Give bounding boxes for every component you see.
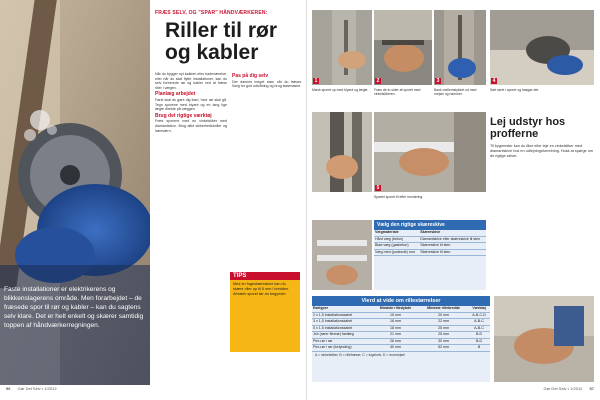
- page-gutter: [306, 0, 307, 400]
- table-cell: 30 mm: [419, 338, 468, 345]
- table-cell: 5 x 1,5 installationskabel: [312, 325, 372, 332]
- table-cell: 2 x 1,5 installationskabel: [312, 312, 372, 319]
- groove-table-header: Mindste rillebredde: [419, 306, 468, 312]
- bottom-photo: [312, 220, 372, 290]
- caption-4: Sæt røret i sporet og fastgør det.: [490, 88, 540, 92]
- headline-line-2: og kabler: [165, 41, 259, 64]
- groove-table-header: Værktøj: [468, 306, 490, 312]
- table-cell: Jxb (rører flexrør) fastlæg: [312, 332, 372, 339]
- tips-text: Med en fugeskæreskive kan du skære riller op til 5 mm i bredden. Afmærk sporet før du begynder.: [233, 282, 290, 296]
- caption-5: Spartel sporet til efter montering.: [374, 195, 424, 199]
- sidebar-title: [490, 116, 594, 140]
- footer-right-text: Gør Det Selv • 1/2012: [543, 386, 583, 391]
- table-cell: Pex-rør i rør: [312, 338, 372, 345]
- table-row: [374, 249, 486, 256]
- step-photo-3: [434, 10, 486, 85]
- table-row: [374, 236, 486, 243]
- rental-sidebar: [490, 116, 594, 286]
- table-cell: 3 x 1,5 installationskabel: [312, 319, 372, 326]
- table-cell: 22 mm: [419, 319, 468, 326]
- caption-2: Fræs de to sider af sporet med vinkelsliberen.: [374, 88, 421, 97]
- table-cell: Pex-rør i rør (fortynding): [312, 345, 372, 352]
- caption-1: Mærk sporet op med blyant og lægte.: [312, 88, 369, 92]
- groove-table-grid: [312, 306, 490, 352]
- headline: [165, 20, 295, 64]
- table-cell: 20 mm: [419, 312, 468, 319]
- text-column-1: [155, 72, 227, 372]
- footer-right: [312, 386, 594, 391]
- step-photo-5: [312, 112, 372, 192]
- tips-title: TIPS: [230, 272, 300, 280]
- sidebar-text: Til bygmester kan du låne eller leje en vinkelsliber med diamantskive hos en udlejningsforretning. Husk at spørge om de rigtige skiver.: [490, 144, 593, 158]
- subheading-safety: Pas på dig selv: [232, 73, 269, 79]
- blade-table: [374, 220, 486, 290]
- table-cell: Diamantskive eller skæreskive til sten: [419, 236, 486, 243]
- table-cell: 16 mm: [372, 319, 419, 326]
- step-photo-4: [490, 10, 594, 85]
- safety-paragraph: Der dannes meget støv, når du fræser. Sørg for god udluftning og brug støvmaske.: [232, 79, 302, 89]
- groove-table-legend: A = vinkelsliber, B = rillefræser, C = fugekniv, D = murmejsel: [315, 352, 405, 357]
- tools-paragraph: Fræs sporene med en vinkelsliber med diamantskive. Brug altid sikkerhedsbriller og høreværn.: [155, 119, 227, 133]
- closing-photo: [494, 296, 594, 382]
- caption-3: Bank mellemstykket ud med mejsel og hammer.: [434, 88, 477, 97]
- step-photo-6: [374, 112, 486, 192]
- table-cell: 25 mm: [419, 325, 468, 332]
- table-cell: B-D: [468, 338, 490, 345]
- page-number-left: 56: [6, 386, 11, 391]
- table-cell: 18 mm: [372, 325, 419, 332]
- footer-left-text: Gør Det Selv • 1/2012: [17, 386, 57, 391]
- tips-box: [230, 272, 300, 352]
- blade-table-header: Vægmateriale: [374, 230, 419, 236]
- sidebar-title-line-2: profferne: [490, 128, 539, 140]
- table-cell: B: [468, 345, 490, 352]
- step-photo-2: [374, 10, 432, 85]
- groove-table-header: Rørtyper: [312, 306, 372, 312]
- table-cell: Skæreskive til sten: [419, 249, 486, 256]
- sidebar-title-line-1: Lej udstyr hos: [490, 116, 566, 128]
- table-cell: 52 mm: [419, 345, 468, 352]
- table-cell: A-B-C: [468, 325, 490, 332]
- planning-paragraph: Først skal du gøre dig klart, hvor rør skal gå. Tegn sporene med blyant og en lang lige lægte direkte på væggen.: [155, 97, 227, 112]
- footer-left: [6, 386, 57, 391]
- step-number-3: 3: [436, 78, 440, 84]
- groove-table-title: Vierd at vide om rillestørrelser: [312, 296, 490, 306]
- step-photo-1: [312, 10, 372, 85]
- table-cell: Væg med (pudsede) mur: [374, 249, 419, 256]
- page-number-right: 57: [589, 386, 594, 391]
- intro-paragraph: Når du bygger nyt køkken eller badeværelse, eller når du skal flytte installationer, kan du selv forberede rør og kabler ved at fræse riller i vægen.: [155, 72, 227, 90]
- blade-table-title: Vælg den rigtige skæreskive: [374, 220, 486, 230]
- table-cell: Blød væg (gasbeton): [374, 243, 419, 250]
- table-cell: A-B-C: [468, 319, 490, 326]
- table-cell: Skæreskive til sten: [419, 243, 486, 250]
- groove-table-header: Mindste rilledybde: [372, 306, 419, 312]
- step-number-5: 5: [376, 185, 380, 191]
- text-column-2: [232, 72, 302, 252]
- table-cell: 40 mm: [372, 345, 419, 352]
- table-cell: Hård væg (beton): [374, 236, 419, 243]
- headline-line-1: Riller til rør: [165, 19, 278, 42]
- table-cell: 15 mm: [372, 312, 419, 319]
- table-cell: 25 mm: [419, 332, 468, 339]
- step-number-2: 2: [376, 78, 380, 84]
- kicker: FRÆS SELV, OG "SPAR" HÅNDVÆRKEREN:: [155, 10, 268, 16]
- step-number-1: 1: [314, 78, 318, 84]
- table-cell: A-B-C-D: [468, 312, 490, 319]
- subheading-planning: Planlæg arbejdet: [155, 91, 196, 98]
- hero-photo: [0, 0, 150, 385]
- groove-table: [312, 296, 490, 382]
- hero-caption: Faste installationer er elektrikerens og blikkenslagerens område. Men forarbejdet – de fræsede spor til rør og kabler – kan du sagtens selv klare. Det er helt enkelt og skærer samtidig toppen af håndværkerregningen.: [4, 286, 144, 329]
- blade-table-grid: [374, 230, 486, 256]
- table-cell: 21 mm: [372, 332, 419, 339]
- blade-table-header: Skæreskive: [419, 230, 486, 236]
- table-cell: B-D: [468, 332, 490, 339]
- step-number-4: 4: [492, 78, 496, 84]
- table-cell: 26 mm: [372, 338, 419, 345]
- table-row: [312, 345, 490, 352]
- subheading-tools: Brug det rigtige værktøj: [155, 112, 212, 119]
